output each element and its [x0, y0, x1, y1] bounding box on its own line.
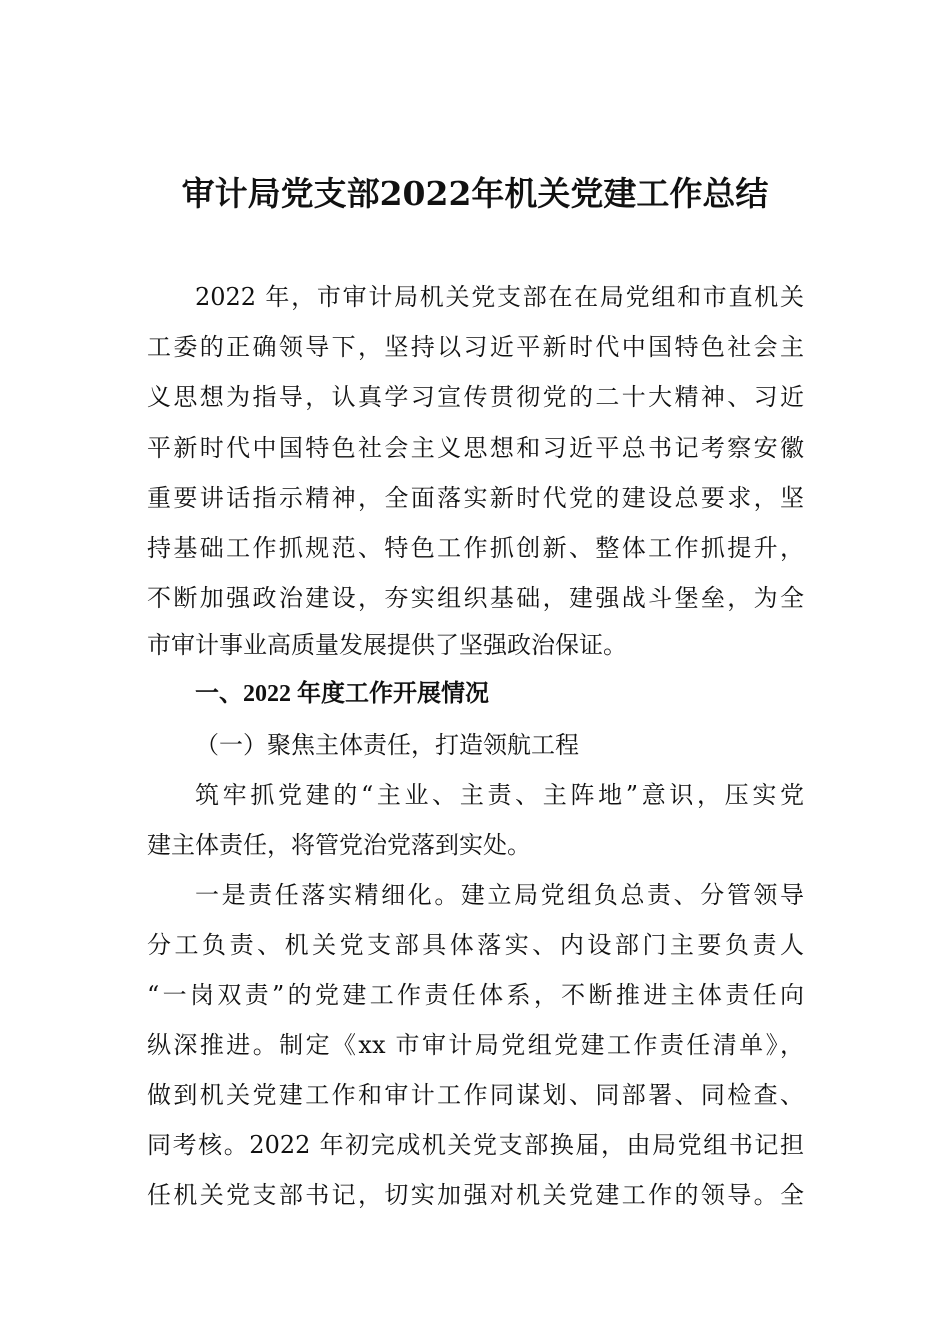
section-heading: 一、2022 年度工作开展情况	[195, 681, 489, 707]
paragraph-line: 重要讲话指示精神，全面落实新时代党的建设总要求，坚	[147, 484, 804, 512]
paragraph-line: 分工负责、机关党支部具体落实、内设部门主要负责人	[147, 931, 804, 959]
paragraph-line: 义思想为指导，认真学习宣传贯彻党的二十大精神、习近	[147, 383, 804, 411]
paragraph-line: 同考核。2022 年初完成机关党支部换届，由局党组书记担	[147, 1131, 804, 1159]
paragraph-line: 纵深推进。制定《xx 市审计局党组党建工作责任清单》，	[147, 1031, 804, 1059]
paragraph-line: 做到机关党建工作和审计工作同谋划、同部署、同检查、	[147, 1081, 804, 1109]
paragraph-line: 任机关党支部书记，切实加强对机关党建工作的领导。全	[147, 1181, 804, 1209]
paragraph-line: 平新时代中国特色社会主义思想和习近平总书记考察安徽	[147, 434, 804, 462]
paragraph-line: 2022 年，市审计局机关党支部在在局党组和市直机关	[195, 283, 804, 311]
paragraph-line: 一是责任落实精细化。建立局党组负总责、分管领导	[195, 881, 804, 909]
paragraph-line: “一岗双责”的党建工作责任体系，不断推进主体责任向	[147, 981, 804, 1009]
paragraph-line: 市审计事业高质量发展提供了坚强政治保证。	[147, 631, 627, 659]
paragraph-line: 工委的正确领导下，坚持以习近平新时代中国特色社会主	[147, 333, 804, 361]
paragraph-line: 持基础工作抓规范、特色工作抓创新、整体工作抓提升，	[147, 534, 804, 562]
paragraph-line: 筑牢抓党建的“主业、主责、主阵地”意识，压实党	[195, 781, 804, 809]
document-title: 审计局党支部2022年机关党建工作总结	[181, 174, 769, 213]
paragraph-line: 不断加强政治建设，夯实组织基础，建强战斗堡垒，为全	[147, 584, 804, 612]
subsection-heading: （一）聚焦主体责任，打造领航工程	[195, 731, 579, 759]
paragraph-line: 建主体责任，将管党治党落到实处。	[147, 831, 531, 859]
